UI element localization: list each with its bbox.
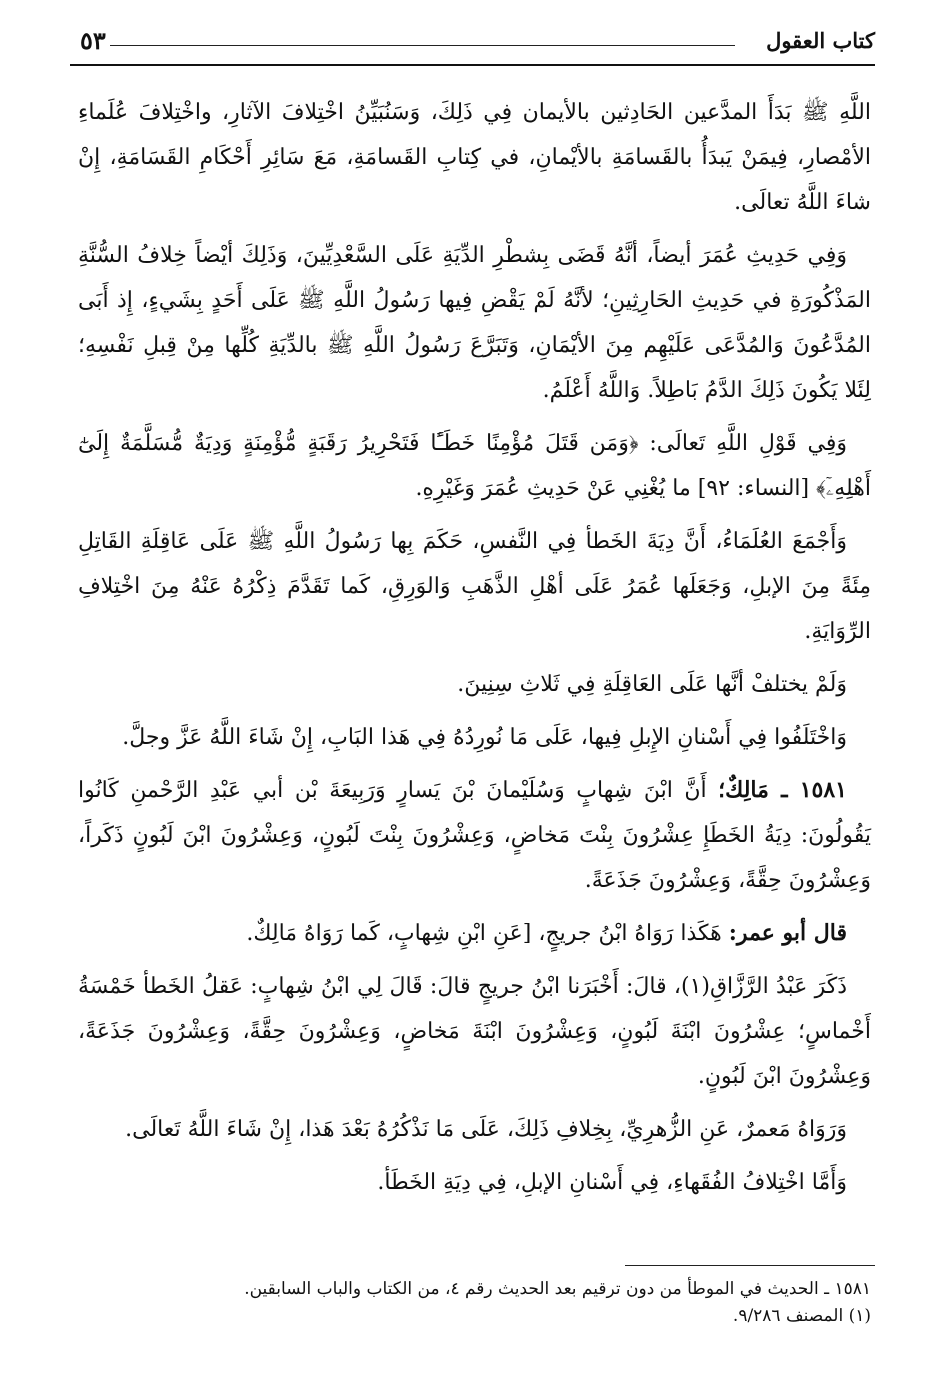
paragraph: اللَّهِ ﷺ بَدَأَ المدَّعين الحَادِثين بالأيمان فِي ذَلِكَ، وَسَنُبَيِّنُ اخْتِلافَ الآثارِ، واخْتِلافَ عُلَماءِ الأمْصارِ، فِيمَنْ يَبدَأُ بالقَسامَةِ بالأيْمانِ، في كِتابِ القَسامَةِ، مَعَ سَائِرِ أَحْكَامِ القَسَامَةِ، إِنْ شاءَ اللَّهُ تعالَى. xyxy=(78,100,871,215)
paragraph: وَأَجْمَعَ العُلَمَاءُ، أَنَّ دِيَةَ الخَطأ فِي النَّفسِ، حَكَمَ بِها رَسُولُ اللَّهِ ﷺ عَلَى عَاقِلَةِ القَاتِلِ مِئَةً مِنَ الإبلِ، وَجَعَلَها عُمَرُ عَلَى أهْلِ الذَّهَبِ وَالوَرِقِ، كَما تَقَدَّمَ ذِكْرُهُ عَنْهُ مِنَ اخْتِلافِ الرِّوَايَةِ. xyxy=(78,529,871,644)
header-rule-thin xyxy=(110,45,735,46)
paragraph: وَفِي حَدِيثِ عُمَرَ أيضاً، أنَّهُ قَضَى بِشطْرِ الدِّيَةِ عَلَى السَّعْدِيِّينَ، وَذَلِكَ أيْضاً خِلافُ السُّنَّةِ المَذْكُورَةِ في حَدِيثِ الحَارِثِينِ؛ لأنَّهُ لَمْ يَقْضِ فِيها رَسُولُ اللَّهِ ﷺ عَلَى أَحَدٍ بِشَيءٍ، إِذ أَبَى المُدَّعُونَ وَالمُدَّعَى عَلَيْهِم مِنَ الأيْمَانِ، وَتَبَرَّعَ رَسُولُ اللَّهِ ﷺ بالدِّيَةِ كُلِّها مِنْ قِبلِ نَفْسِهِ؛ لِئَلا يَكُونَ ذَلِكَ الدَّمُ بَاطِلاً. وَاللَّهُ أَعْلَمُ. xyxy=(78,243,871,403)
hadith-number: ١٥٨١ ـ مَالِكٌ؛ xyxy=(718,777,847,803)
commentary-paragraph: قال أبو عمر: هَكَذا رَوَاهُ ابْنُ جريجٍ، [عَنِ ابْنِ شِهابٍ، كَما رَوَاهُ مَالِكٌ. xyxy=(246,920,847,946)
footnotes xyxy=(78,1276,871,1330)
running-title: كتاب العقول xyxy=(766,28,875,53)
hadith-paragraph: ١٥٨١ ـ مَالِكٌ؛ أَنَّ ابْنَ شِهابٍ وَسُلَيْمانَ بْنَ يَسارٍ وَرَبِيعَةَ بْن أبي عَبْدِ الرَّحْمنِ كَانُوا يَقُولُونَ: دِيَةُ الخَطَإِ عِشْرُونَ بِنْتَ مَخاضٍ، وَعِشْرُونَ بِنْتَ لَبُونٍ، وَعِشْرُونَ ابْنَ لَبُونٍ ذَكَراً، وَعِشْرُونَ حِقَّةً، وَعِشْرُونَ جَذَعَةً. xyxy=(78,777,871,893)
paragraph: وَلَمْ يختلفْ أنَّها عَلَى العَاقِلَةِ فِي ثَلاثِ سِنِينَ. xyxy=(457,672,847,697)
paragraph: وَفِي قَوْلِ اللَّهِ تَعالَى: ﴿وَمَن قَتَلَ مُؤْمِنًا خَطَـًٔا فَتَحْرِيرُ رَقَبَةٍ مُّؤْمِنَةٍ وَدِيَةٌ مُّسَلَّمَةٌ إِلَىٰٓ أَهْلِهِۦٓ﴾ [النساء: ٩٢] ما يُغْنِي عَنْ حَدِيثِ عُمَرَ وَغَيْرِهِ. xyxy=(78,431,871,501)
header-rule xyxy=(70,64,875,66)
page-header xyxy=(70,24,875,64)
footnote-separator xyxy=(625,1265,875,1266)
paragraph: وَرَوَاهُ مَعمرٌ، عَنِ الزُّهرِيِّ، بِخِلافِ ذَلِكَ، عَلَى مَا نَذْكُرُهُ بَعْدَ هَذا، إِنْ شَاءَ اللَّهُ تَعالَى. xyxy=(125,1117,847,1142)
commentator-label: قال أبو عمر: xyxy=(728,920,847,946)
footnote: ١٥٨١ ـ الحديث في الموطأ من دون ترقيم بعد الحديث رقم ٤، من الكتاب والباب السابقين. xyxy=(244,1279,871,1299)
paragraph: ذَكَرَ عَبْدُ الرَّزَّاقِ(١)، قالَ: أَخْبَرَنا ابْنُ جريجٍ قالَ: قَالَ لِي ابْنُ شِهابٍ: عَقلُ الخَطأ خَمْسَةُ أَخْماسٍ؛ عِشْرُونَ ابْنَةَ لَبُونٍ، وَعِشْرُونَ ابْنَةَ مَخاضٍ، وَعِشْرُونَ حِقَّةً، وَعِشْرُونَ جَذَعَةً، وَعِشْرُونَ ابْنَ لَبُونٍ. xyxy=(78,974,871,1089)
paragraph: وَاخْتَلَفُوا فِي أَسْنانِ الإِبلِ فِيها، عَلَى مَا نُورِدُهُ فِي هَذا البَابِ، إِنْ شَاءَ اللَّهُ عَزَّ وجلَّ. xyxy=(122,725,847,750)
footnote: (١) المصنف ٩/٢٨٦. xyxy=(732,1306,871,1326)
paragraph: وَأَمَّا اخْتِلافُ الفُقَهاءِ، فِي أَسْنانِ الإبلِ، فِي دِيَةِ الخَطَأ. xyxy=(377,1170,847,1195)
page-number: ٥٣ xyxy=(80,26,106,55)
main-text xyxy=(78,90,871,1213)
